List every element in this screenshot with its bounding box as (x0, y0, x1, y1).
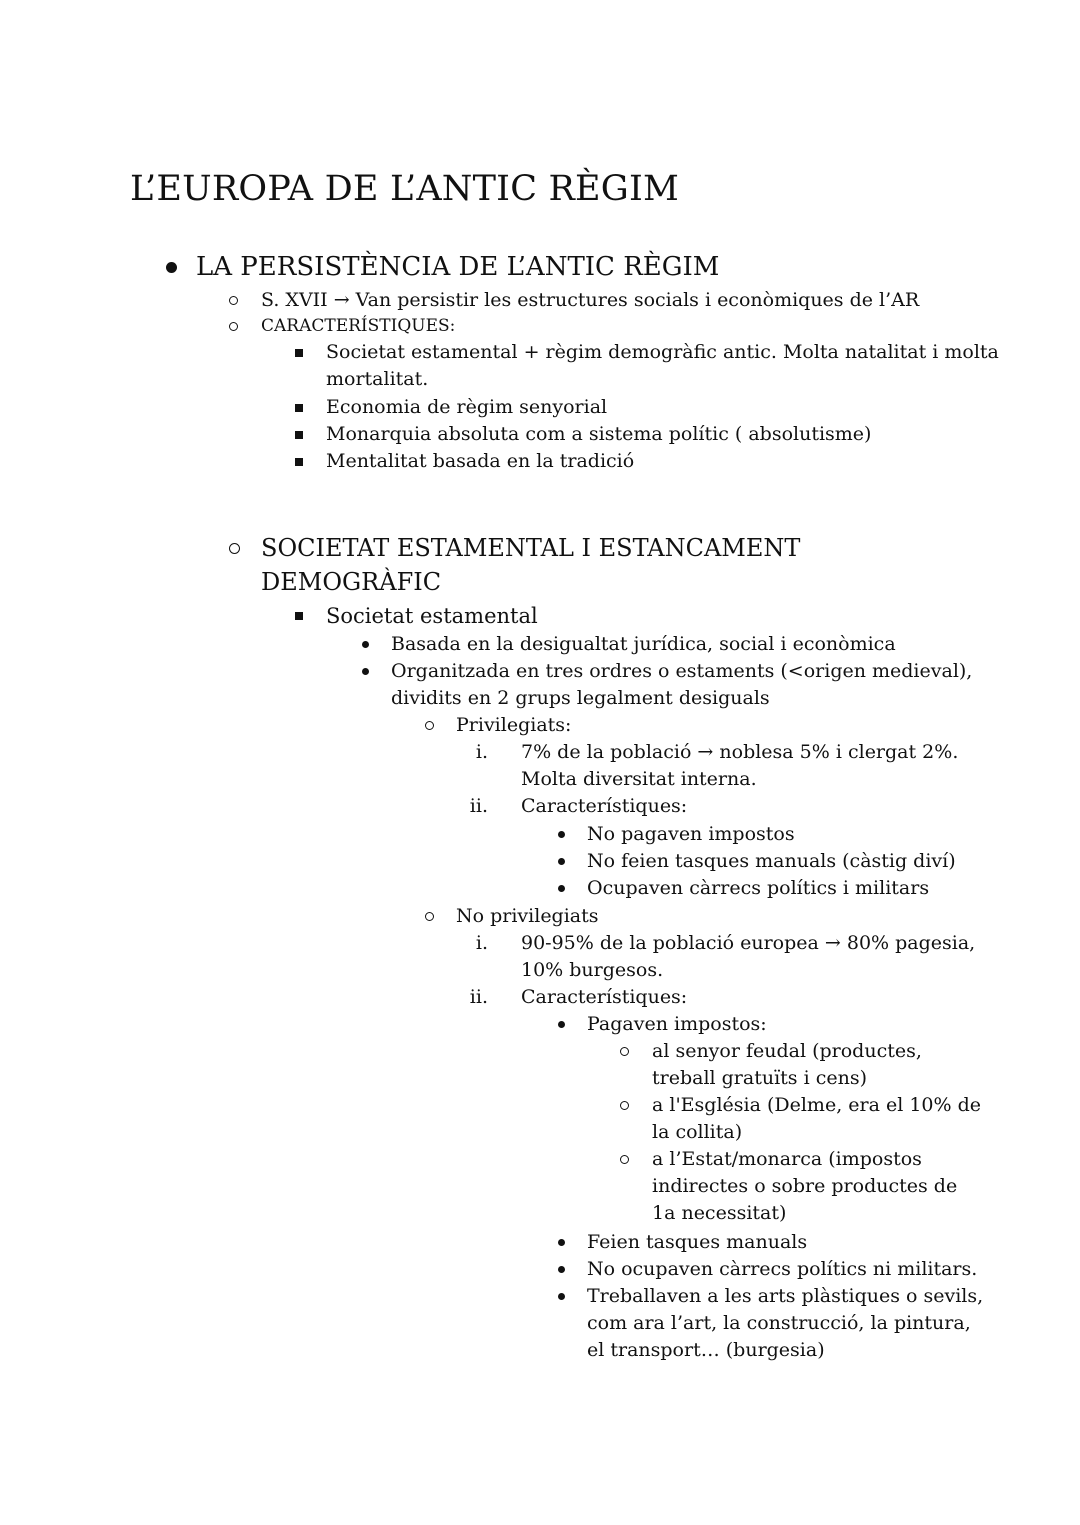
list-item-continuation: el transport… (burgesia) (587, 1339, 825, 1361)
subsection-heading-continuation: DEMOGRÀFIC (261, 568, 442, 596)
bullet-dot-icon (558, 885, 565, 892)
bullet-circle-icon (229, 296, 238, 305)
list-item: S. XVII → Van persistir les estructures socials i econòmiques de l’AR (261, 289, 920, 311)
list-item: Ocupaven càrrecs polítics i militars (587, 877, 930, 899)
bullet-dot-icon (558, 1021, 565, 1028)
section-heading: LA PERSISTÈNCIA DE L’ANTIC RÈGIM (196, 252, 720, 282)
list-item: No privilegiats (456, 905, 599, 927)
list-item-continuation: la collita) (652, 1121, 743, 1143)
bullet-dot-icon (558, 1266, 565, 1273)
bullet-circle-icon (620, 1101, 629, 1110)
list-item: Basada en la desigualtat jurídica, social i econòmica (391, 633, 896, 655)
bullet-square-icon (295, 404, 303, 412)
list-item: 7% de la població → noblesa 5% i clergat 2%. (521, 741, 959, 763)
list-item-continuation: indirectes o sobre productes de (652, 1175, 958, 1197)
bullet-circle-icon (229, 322, 238, 331)
list-item: Treballaven a les arts plàstiques o sevils, (587, 1285, 984, 1307)
list-marker: ii. (469, 795, 488, 817)
bullet-circle-icon (425, 912, 434, 921)
bullet-square-icon (295, 612, 303, 620)
bullet-dot-icon (558, 1293, 565, 1300)
bullet-dot-icon (558, 858, 565, 865)
page-title: L’EUROPA DE L’ANTIC RÈGIM (130, 169, 680, 209)
bullet-dot-icon (362, 641, 369, 648)
bullet-square-icon (295, 349, 303, 357)
bullet-square-icon (295, 458, 303, 466)
list-item: Privilegiats: (456, 714, 572, 736)
subsection-heading: SOCIETAT ESTAMENTAL I ESTANCAMENT (261, 534, 801, 562)
list-item-continuation: 1a necessitat) (652, 1202, 787, 1224)
list-item: No pagaven impostos (587, 823, 795, 845)
list-item-continuation: dividits en 2 grups legalment desiguals (391, 687, 770, 709)
bullet-dot-icon (558, 831, 565, 838)
list-item: Pagaven impostos: (587, 1013, 767, 1035)
list-item-continuation: treball gratuïts i cens) (652, 1067, 867, 1089)
list-item: a l’Estat/monarca (impostos (652, 1148, 922, 1170)
list-item: Societat estamental (326, 604, 538, 628)
list-item: Mentalitat basada en la tradició (326, 450, 635, 472)
list-item: a l'Església (Delme, era el 10% de (652, 1094, 982, 1116)
list-marker: i. (475, 741, 488, 763)
list-item: Monarquia absoluta com a sistema polític ( absolutisme) (326, 423, 872, 445)
list-item-continuation: 10% burgesos. (521, 959, 664, 981)
bullet-square-icon (295, 431, 303, 439)
bullet-dot-icon (362, 668, 369, 675)
list-item: Característiques: (521, 986, 688, 1008)
list-item: Societat estamental + règim demogràfic antic. Molta natalitat i molta (326, 341, 999, 363)
list-item: 90-95% de la població europea → 80% pagesia, (521, 932, 976, 954)
bullet-circle-icon (620, 1155, 629, 1164)
bullet-circle-icon (229, 543, 240, 554)
list-item: Feien tasques manuals (587, 1231, 808, 1253)
list-item-continuation: mortalitat. (326, 368, 429, 390)
bullet-dot-icon (166, 262, 177, 273)
bullet-dot-icon (558, 1239, 565, 1246)
list-marker: ii. (469, 986, 488, 1008)
list-item: No feien tasques manuals (càstig diví) (587, 850, 956, 872)
list-item-continuation: Molta diversitat interna. (521, 768, 757, 790)
list-item: Característiques: (521, 795, 688, 817)
list-item: CARACTERÍSTIQUES: (261, 316, 456, 336)
bullet-circle-icon (425, 721, 434, 730)
list-item: No ocupaven càrrecs polítics ni militars. (587, 1258, 978, 1280)
list-item: Economia de règim senyorial (326, 396, 608, 418)
list-item: al senyor feudal (productes, (652, 1040, 922, 1062)
list-item: Organitzada en tres ordres o estaments (<origen medieval), (391, 660, 973, 682)
list-item-continuation: com ara l’art, la construcció, la pintura, (587, 1312, 971, 1334)
list-marker: i. (475, 932, 488, 954)
bullet-circle-icon (620, 1047, 629, 1056)
